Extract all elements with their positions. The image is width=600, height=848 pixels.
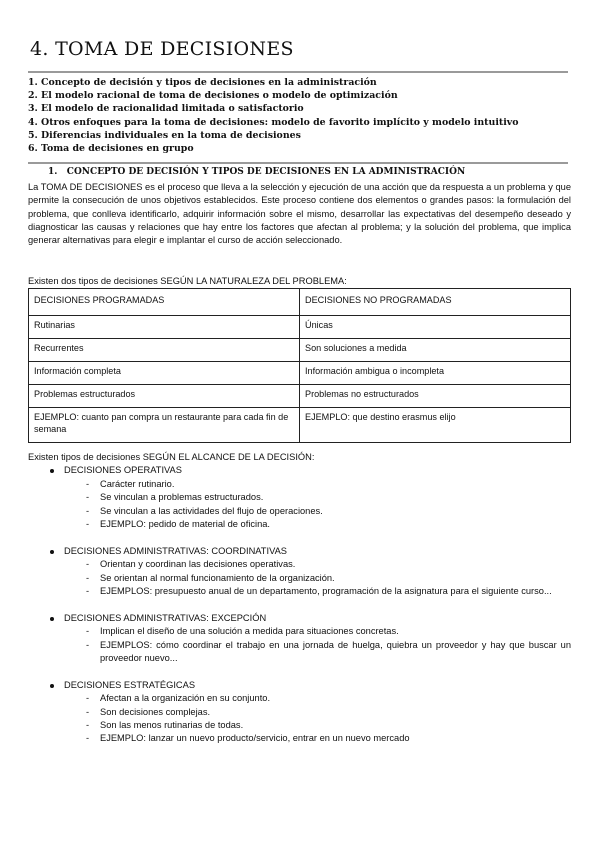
dash-marker: - [86,492,90,503]
table-cell: Únicas [300,316,571,339]
dash-marker: - [86,706,90,717]
sub-item-text: EJEMPLOS: cómo coordinar el trabajo en una jornada de huelga, quiebra un proveedor y hay que buscar un proveedor nuevo... [100,639,571,664]
sub-item-text: Carácter rutinario. [100,478,175,489]
sub-item-text: Se orientan al normal funcionamiento de la organización. [100,572,335,583]
dash-marker: - [86,639,90,650]
decision-group [28,545,571,599]
divider [28,162,568,164]
divider [28,71,568,73]
scope-types-list [28,451,571,746]
sub-item-text: Son decisiones complejas. [100,706,211,717]
sub-item [28,706,571,719]
sub-item-text: EJEMPLO: lanzar un nuevo producto/servicio, entrar en un nuevo mercado [100,733,410,744]
dash-marker: - [86,505,90,516]
dash-marker: - [86,519,90,530]
table-row [29,408,571,443]
decision-group [28,612,571,666]
toc-item: 2. El modelo racional de toma de decisiones o modelo de optimización [28,90,398,102]
dash-marker: - [86,720,90,731]
sub-item [28,558,571,571]
dash-marker: - [86,478,90,489]
table-header-cell: DECISIONES NO PROGRAMADAS [300,289,571,316]
toc-item: 4. Otros enfoques para la toma de decisiones: modelo de favorito implícito y modelo intuitivo [28,116,519,128]
bullet-item: DECISIONES ESTRATÉGICAS [28,679,571,692]
dash-marker: - [86,572,90,583]
sub-item-text: Afectan a la organización en su conjunto. [100,693,271,704]
sub-item-text: Se vinculan a las actividades del flujo de operaciones. [100,505,323,516]
toc-item: 6. Toma de decisiones en grupo [28,143,194,155]
sub-item [28,585,571,598]
dash-marker: - [86,586,90,597]
table-of-contents [28,76,518,155]
list-intro: Existen tipos de decisiones SEGÚN EL ALCANCE DE LA DECISIÓN: [28,452,315,462]
dash-marker: - [86,559,90,570]
sub-item [28,491,571,504]
toc-item: 1. Concepto de decisión y tipos de decisiones en la administración [28,77,377,88]
sub-item [28,518,571,531]
sub-item [28,732,571,745]
toc-item: 5. Diferencias individuales en la toma de decisiones [28,129,301,141]
table-cell: EJEMPLO: cuanto pan compra un restaurante para cada fin de semana [29,408,300,443]
table-intro: Existen dos tipos de decisiones SEGÚN LA NATURALEZA DEL PROBLEMA: [28,276,347,286]
bullet-item: DECISIONES OPERATIVAS [28,464,571,477]
table-cell: EJEMPLO: que destino erasmus elijo [300,408,571,443]
table-header-cell: DECISIONES PROGRAMADAS [29,289,300,316]
sub-item [28,625,571,638]
decision-group [28,679,571,746]
intro-paragraph: La TOMA DE DECISIONES es el proceso que lleva a la selección y ejecución de una acción que da respuesta a un problema y que permite la consecución de unos objetivos establecidos. Este proceso contiene dos elementos o grandes pasos: la formulación del problema, que conlleva identificarlo, adquirir información sobre el mismo, desarrollar las expectativas del desempeño deseado y diagnosticar las causas y relaciones que hay entre los factores que afectan al problema; y la solución del problema, que implica generar alternativas para elegir e implantar el curso de acción seleccionado. [28,182,571,246]
dash-marker: - [86,693,90,704]
decision-group [28,464,571,531]
sub-item [28,505,571,518]
table-row [29,385,571,408]
bullet-item: DECISIONES ADMINISTRATIVAS: COORDINATIVAS [28,545,571,558]
sub-item-text: Orientan y coordinan las decisiones operativas. [100,559,296,570]
sub-item-text: Se vinculan a problemas estructurados. [100,492,264,503]
sub-item [28,478,571,491]
sub-item [28,719,571,732]
table-cell: Problemas no estructurados [300,385,571,408]
table-row [29,316,571,339]
dash-marker: - [86,626,90,637]
table-row [29,339,571,362]
sub-item-text: Son las menos rutinarias de todas. [100,720,244,731]
bullet-item: DECISIONES ADMINISTRATIVAS: EXCEPCIÓN [28,612,571,625]
page-title: 4. TOMA DE DECISIONES [30,38,294,60]
table-cell: Rutinarias [29,316,300,339]
decision-types-table [28,288,571,443]
sub-item-text: EJEMPLO: pedido de material de oficina. [100,519,271,530]
table-cell: Recurrentes [29,339,300,362]
table-cell: Información completa [29,362,300,385]
table-cell: Son soluciones a medida [300,339,571,362]
sub-item [28,639,571,666]
sub-item [28,572,571,585]
table-cell: Problemas estructurados [29,385,300,408]
dash-marker: - [86,733,90,744]
sub-item-text: EJEMPLOS: presupuesto anual de un departamento, programación de la asignatura para el siguiente curso... [100,586,552,597]
section-heading: 1. CONCEPTO DE DECISIÓN Y TIPOS DE DECISIONES EN LA ADMINISTRACIÓN [48,167,466,177]
toc-item: 3. El modelo de racionalidad limitada o satisfactorio [28,103,304,115]
sub-item-text: Implican el diseño de una solución a medida para situaciones concretas. [100,626,399,637]
table-header-row [29,289,571,316]
sub-item [28,692,571,705]
table-cell: Información ambigua o incompleta [300,362,571,385]
table-row [29,362,571,385]
